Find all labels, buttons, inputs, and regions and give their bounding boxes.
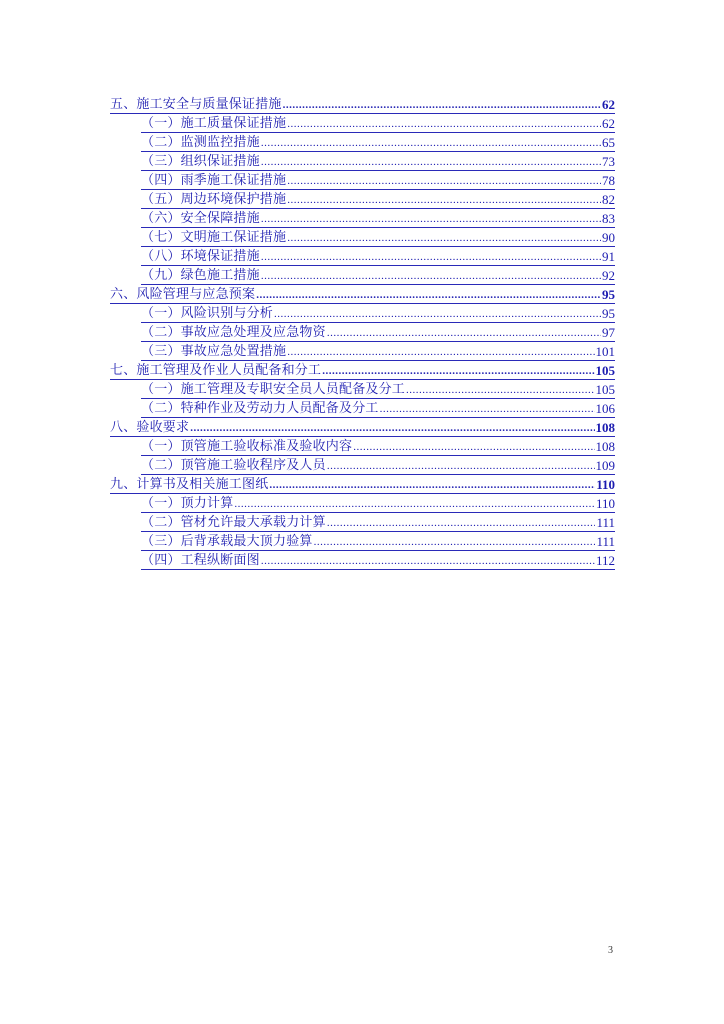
toc-entry-title: （三）后背承载最大顶力验算 (141, 534, 313, 549)
toc-section-link[interactable] (110, 95, 615, 114)
toc-subsection-link[interactable] (141, 551, 615, 570)
toc-entry-page: 62 (602, 116, 615, 131)
toc-entry-title: （三）组织保证措施 (141, 154, 260, 169)
toc-entry-page: 91 (602, 249, 615, 264)
toc-dot-leader (327, 325, 601, 341)
toc-entry-page: 101 (595, 344, 615, 359)
toc-entry-title: （九）绿色施工措施 (141, 268, 260, 283)
toc-entry-page: 106 (595, 401, 615, 416)
toc-subsection-link[interactable] (141, 532, 615, 551)
toc-dot-leader (287, 116, 601, 132)
toc-entry-title: （一）风险识别与分析 (141, 306, 274, 321)
toc-entry-page: 95 (602, 306, 615, 321)
toc-entry-page: 112 (595, 553, 615, 568)
toc-entry-page: 82 (602, 192, 615, 207)
toc-dot-leader (274, 306, 601, 322)
toc-dot-leader (327, 515, 596, 531)
toc-entry-title: （一）施工管理及专职安全员人员配备及分工 (141, 382, 406, 397)
toc-entry-page: 62 (602, 97, 615, 112)
toc-entry-title: （八）环境保证措施 (141, 249, 260, 264)
toc-section-link[interactable] (110, 361, 615, 380)
toc-entry-page: 109 (595, 458, 615, 473)
toc-entry-page: 110 (596, 477, 615, 492)
toc-subsection-link[interactable] (141, 133, 615, 152)
toc-entry-title: （三）事故应急处置措施 (141, 344, 287, 359)
toc-entry-title: （七）文明施工保证措施 (141, 230, 287, 245)
toc-entry-title: 五、施工安全与质量保证措施 (110, 97, 282, 112)
toc-section-link[interactable] (110, 475, 615, 494)
toc-entry-title: （二）顶管施工验收程序及人员 (141, 458, 326, 473)
toc-subsection-link[interactable] (141, 304, 615, 323)
toc-entry-page: 108 (595, 420, 615, 435)
toc-entry-title: 八、验收要求 (110, 420, 190, 435)
toc-dot-leader (322, 363, 594, 379)
toc-entry-title: 七、施工管理及作业人员配备和分工 (110, 363, 322, 378)
toc-entry-page: 105 (595, 382, 615, 397)
toc-dot-leader (353, 439, 594, 455)
toc-entry-title: （四）工程纵断面图 (141, 553, 260, 568)
toc-entry-title: （五）周边环境保护措施 (141, 192, 287, 207)
toc-entry-title: （四）雨季施工保证措施 (141, 173, 287, 188)
toc-dot-leader (287, 344, 594, 360)
toc-dot-leader (287, 192, 601, 208)
toc-entry-page: 78 (602, 173, 615, 188)
toc-entry-page: 65 (602, 135, 615, 150)
toc-entry-page: 83 (602, 211, 615, 226)
toc-dot-leader (406, 382, 594, 398)
toc-section-link[interactable] (110, 285, 615, 304)
toc-subsection-link[interactable] (141, 513, 615, 532)
toc-dot-leader (269, 477, 595, 493)
page-number: 3 (608, 945, 613, 956)
toc-subsection-link[interactable] (141, 152, 615, 171)
toc-dot-leader (327, 458, 595, 474)
toc-entry-page: 105 (595, 363, 615, 378)
toc-entry-page: 108 (595, 439, 615, 454)
toc-subsection-link[interactable] (141, 114, 615, 133)
toc-entry-page: 110 (595, 496, 615, 511)
toc-entry-title: （二）特种作业及劳动力人员配备及分工 (141, 401, 379, 416)
toc-dot-leader (261, 553, 595, 569)
toc-subsection-link[interactable] (141, 171, 615, 190)
toc-dot-leader (234, 496, 595, 512)
toc-subsection-link[interactable] (141, 437, 615, 456)
toc-section-link[interactable] (110, 418, 615, 437)
toc-subsection-link[interactable] (141, 190, 615, 209)
toc-entry-title: （二）管材允许最大承载力计算 (141, 515, 326, 530)
toc-dot-leader (190, 420, 594, 436)
toc-subsection-link[interactable] (141, 399, 615, 418)
toc-dot-leader (380, 401, 595, 417)
toc-entry-title: （二）监测监控措施 (141, 135, 260, 150)
toc-subsection-link[interactable] (141, 456, 615, 475)
toc-subsection-link[interactable] (141, 380, 615, 399)
toc-entry-title: 六、风险管理与应急预案 (110, 287, 256, 302)
toc-entry-title: （一）顶管施工验收标准及验收内容 (141, 439, 353, 454)
toc-entry-title: （二）事故应急处理及应急物资 (141, 325, 326, 340)
toc-subsection-link[interactable] (141, 494, 615, 513)
table-of-contents (110, 95, 615, 570)
toc-dot-leader (261, 249, 601, 265)
toc-entry-page: 111 (596, 534, 615, 549)
toc-dot-leader (261, 211, 601, 227)
toc-entry-page: 90 (602, 230, 615, 245)
toc-subsection-link[interactable] (141, 209, 615, 228)
toc-subsection-link[interactable] (141, 323, 615, 342)
toc-dot-leader (283, 97, 601, 113)
toc-dot-leader (261, 268, 601, 284)
toc-entry-title: （一）顶力计算 (141, 496, 234, 511)
toc-entry-page: 97 (602, 325, 615, 340)
toc-dot-leader (256, 287, 601, 303)
toc-dot-leader (261, 135, 601, 151)
toc-dot-leader (261, 154, 601, 170)
toc-subsection-link[interactable] (141, 247, 615, 266)
toc-entry-title: （六）安全保障措施 (141, 211, 260, 226)
toc-dot-leader (287, 173, 601, 189)
toc-entry-title: 九、计算书及相关施工图纸 (110, 477, 269, 492)
toc-dot-leader (287, 230, 601, 246)
toc-dot-leader (314, 534, 596, 550)
toc-entry-page: 92 (602, 268, 615, 283)
toc-entry-title: （一）施工质量保证措施 (141, 116, 287, 131)
toc-subsection-link[interactable] (141, 228, 615, 247)
toc-entry-page: 73 (602, 154, 615, 169)
toc-subsection-link[interactable] (141, 342, 615, 361)
toc-entry-page: 95 (602, 287, 615, 302)
toc-entry-page: 111 (596, 515, 615, 530)
toc-subsection-link[interactable] (141, 266, 615, 285)
